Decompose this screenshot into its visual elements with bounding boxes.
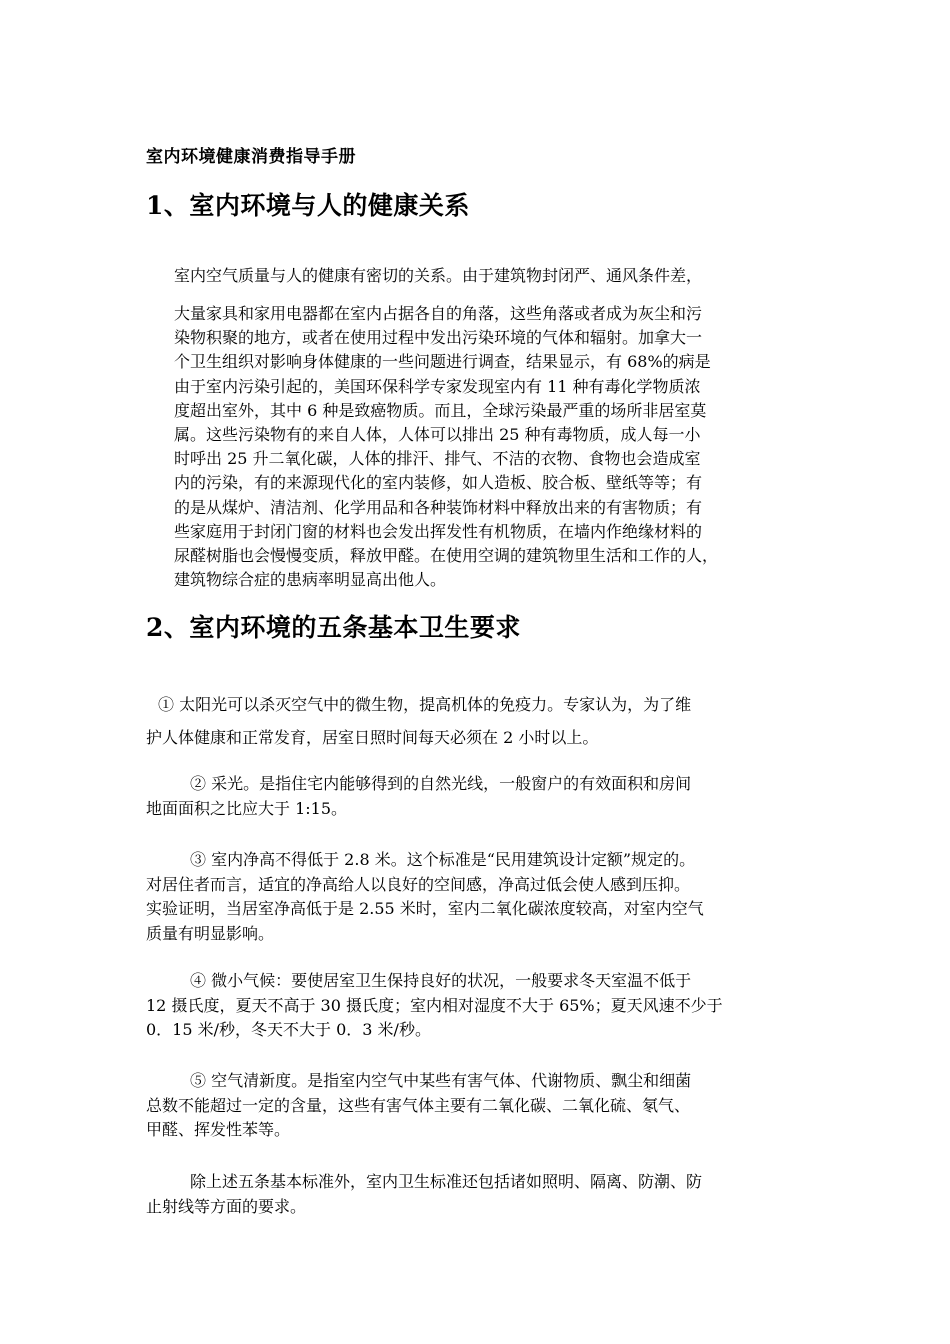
paragraph-line: 时呼出 25 升二氧化碳，人体的排汗、排气、不洁的衣物、食物也会造成室: [174, 449, 701, 469]
paragraph-line: ③ 室内净高不得低于 2.8 米。这个标准是“民用建筑设计定额”规定的。: [190, 850, 696, 869]
paragraph-line: ⑤ 空气清新度。是指室内空气中某些有害气体、代谢物质、飘尘和细菌: [190, 1071, 692, 1090]
requirement-4: [146, 969, 806, 1043]
paragraph-line: 对居住者而言，适宜的净高给人以良好的空间感，净高过低会使人感到压抑。: [146, 874, 691, 894]
paragraph-line: 护人体健康和正常发育，居室日照时间每天必须在 2 小时以上。: [146, 728, 599, 747]
section1-heading: 1、室内环境与人的健康关系: [146, 191, 470, 220]
section1-first-line: 室内空气质量与人的健康有密切的关系。由于建筑物封闭严、通风条件差，: [174, 266, 703, 285]
paragraph-line: ④ 微小气候：要使居室卫生保持良好的状况，一般要求冬天室温不低于: [190, 971, 692, 990]
paragraph-line: 实验证明，当居室净高低于是 2.55 米时，室内二氧化碳浓度较高，对室内空气: [146, 899, 704, 918]
paragraph-line: 甲醛、挥发性苯等。: [146, 1120, 291, 1139]
paragraph-line: 度超出室外，其中 6 种是致癌物质。而且，全球污染最严重的场所非居室莫: [174, 400, 707, 420]
section2-heading: 2、室内环境的五条基本卫生要求: [146, 613, 521, 642]
paragraph-line: 个卫生组织对影响身体健康的一些问题进行调查，结果显示，有 68%的病是: [174, 352, 711, 372]
paragraph-line: 染物积聚的地方，或者在使用过程中发出污染环境的气体和辐射。加拿大一: [174, 328, 703, 348]
requirement-5: [146, 1069, 806, 1143]
paragraph-line: 的是从煤炉、清洁剂、化学用品和各种装饰材料中释放出来的有害物质；有: [174, 497, 703, 517]
paragraph-line: ② 采光。是指住宅内能够得到的自然光线，一般窗户的有效面积和房间: [190, 774, 692, 793]
paragraph-line: 尿醛树脂也会慢慢变质，释放甲醛。在使用空调的建筑物里生活和工作的人，: [174, 545, 719, 565]
requirement-3: [146, 848, 806, 946]
paragraph-line: ① 太阳光可以杀灭空气中的微生物，提高机体的免疫力。专家认为，为了维: [158, 695, 692, 714]
paragraph-line: 除上述五条基本标准外，室内卫生标准还包括诸如照明、隔离、防潮、防: [190, 1172, 703, 1191]
paragraph-line: 0．15 米/秒，冬天不大于 0．3 米/秒。: [146, 1020, 431, 1039]
paragraph-line: 总数不能超过一定的含量，这些有害气体主要有二氧化碳、二氧化硫、氡气、: [146, 1095, 691, 1115]
paragraph-line: 止射线等方面的要求。: [146, 1196, 307, 1216]
document-title: 室内环境健康消费指导手册: [146, 147, 356, 167]
paragraph-line: 些家庭用于封闭门窗的材料也会发出挥发性有机物质，在墙内作绝缘材料的: [174, 521, 703, 541]
paragraph-line: 质量有明显影响。: [146, 923, 275, 943]
paragraph-line: 地面面积之比应大于 1:15。: [146, 798, 348, 818]
closing-paragraph: [146, 1170, 806, 1219]
requirement-1: [146, 688, 806, 754]
section1-paragraph: [174, 302, 814, 592]
paragraph-line: 内的污染，有的来源现代化的室内装修，如人造板、胶合板、壁纸等等；有: [174, 473, 703, 493]
requirement-2: [146, 772, 806, 821]
paragraph-line: 由于室内污染引起的，美国环保科学专家发现室内有 11 种有毒化学物质浓: [174, 376, 701, 396]
paragraph-line: 属。这些污染物有的来自人体，人体可以排出 25 种有毒物质，成人每一小: [174, 424, 701, 444]
paragraph-line: 12 摄氏度，夏天不高于 30 摄氏度；室内相对湿度不大于 65%；夏天风速不少于: [146, 995, 723, 1015]
paragraph-line: 建筑物综合症的患病率明显高出他人。: [174, 570, 447, 590]
paragraph-line: 大量家具和家用电器都在室内占据各自的角落，这些角落或者成为灰尘和污: [174, 304, 703, 323]
